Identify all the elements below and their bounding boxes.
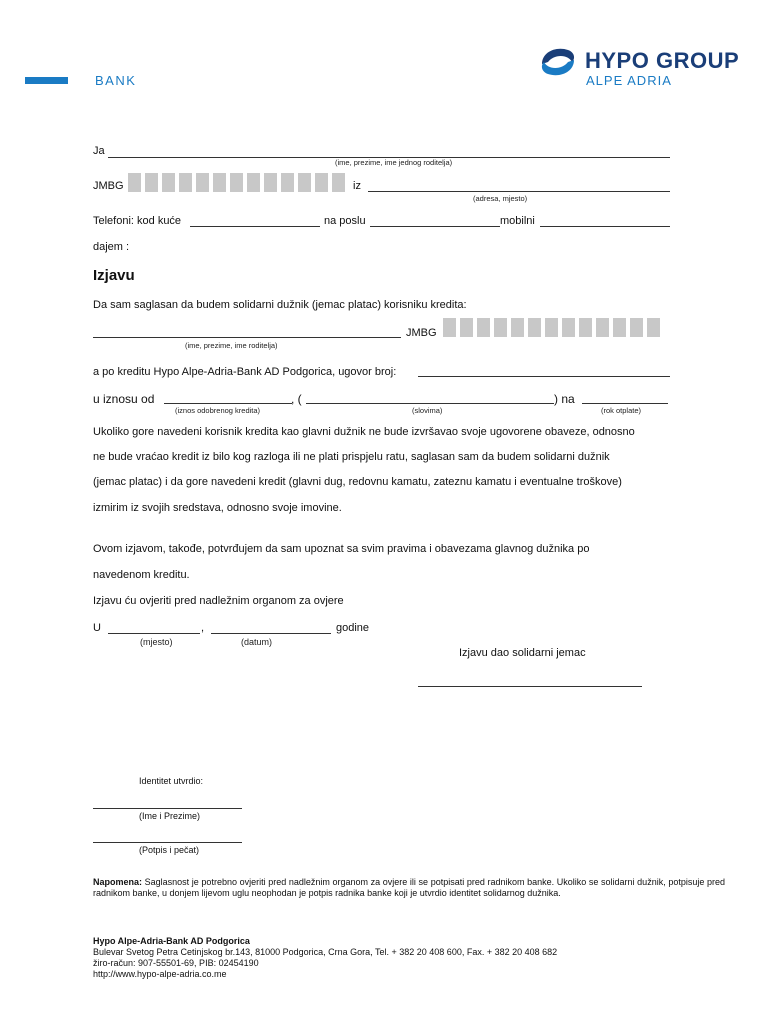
footer-account: žiro-račun: 907-55501-69, PIB: 02454190 [93, 958, 259, 968]
phone-work-label: na poslu [324, 215, 366, 227]
phone-mobile-field[interactable] [540, 226, 670, 227]
verifier-name-hint: (Ime i Prezime) [139, 811, 201, 821]
amount-label: u iznosu od [93, 392, 155, 406]
amount-hint: (iznos odobrenog kredita) [175, 406, 261, 415]
ja-hint: (ime, prezime, ime jednog roditelja) [335, 158, 453, 167]
amount-words-field[interactable] [306, 403, 554, 404]
verifier-sign-field[interactable] [93, 842, 242, 843]
identity-label: Identitet utvrdio: [139, 776, 204, 786]
logo-subtitle: ALPE ADRIA [586, 73, 672, 88]
place-hint: (mjesto) [140, 637, 173, 647]
address-field[interactable] [368, 191, 670, 192]
brand-bar [25, 77, 68, 84]
address-hint: (adresa, mjesto) [473, 194, 528, 203]
body-line: ne bude vraćao kredit iz bilo kog razloga ili ne plati prispjelu ratu, saglasan sam da budem solidarni dužnik [93, 451, 610, 463]
term-hint: (rok otplate) [601, 406, 642, 415]
amount-comma: , ( [291, 392, 302, 406]
document-heading: Izjavu [93, 267, 135, 284]
place-field[interactable] [108, 633, 200, 634]
verify-line: Izjavu ću ovjeriti pred nadležnim organom za ovjere [93, 595, 344, 607]
phone-home-field[interactable] [190, 226, 320, 227]
body-line: izmirim iz svojih sredstava, odnosno svoje imovine. [93, 502, 342, 514]
contract-number-field[interactable] [418, 376, 670, 377]
place-comma: , [201, 622, 205, 634]
hypo-logo-icon [538, 44, 578, 80]
footer-company: Hypo Alpe-Adria-Bank AD Podgorica [93, 936, 250, 946]
date-field[interactable] [211, 633, 331, 634]
phone-mobile-label: mobilni [500, 215, 535, 227]
jmbg-label: JMBG [93, 180, 124, 192]
verifier-name-field[interactable] [93, 808, 242, 809]
phone-work-field[interactable] [370, 226, 500, 227]
note-label: Napomena: [93, 877, 143, 887]
given-by-label: Izjavu dao solidarni jemac [459, 647, 586, 659]
note-text: Saglasnost je potrebno ovjeriti pred nadležnim organom za ovjere ili se potpisati pred radnikom banke. Ukoliko se solidarni dužnik, potpisuje pred radnikom banke, u donjem lijevom uglu neophodan je potpis radnika banke koji je utvrdio identitet solidarnog dužnika. [93, 877, 725, 898]
borrower-hint: (ime, prezime, ime roditelja) [185, 341, 278, 350]
note [93, 877, 725, 899]
confirm-line: navedenom kreditu. [93, 569, 190, 581]
jmbg-boxes[interactable] [128, 173, 348, 192]
dajem-label: dajem : [93, 241, 130, 253]
intro-text: Da sam saglasan da budem solidarni dužnik (jemac platac) korisniku kredita: [93, 299, 467, 311]
borrower-field[interactable] [93, 337, 401, 338]
amount-field[interactable] [164, 403, 292, 404]
confirm-line: Ovom izjavom, takođe, potvrđujem da sam upoznat sa svim pravima i obavezama glavnog dužnika po [93, 543, 590, 555]
date-hint: (datum) [241, 637, 273, 647]
footer-website[interactable]: http://www.hypo-alpe-adria.co.me [93, 969, 227, 979]
godine-label: godine [336, 622, 370, 634]
borrower-jmbg-boxes[interactable] [443, 318, 668, 337]
amount-term-label: ) na [554, 392, 575, 406]
credit-contract-label: a po kreditu Hypo Alpe-Adria-Bank AD Podgorica, ugovor broj: [93, 366, 397, 378]
term-field[interactable] [582, 403, 668, 404]
verifier-sign-hint: (Potpis i pečat) [139, 845, 200, 855]
phone-home-label: Telefoni: kod kuće [93, 215, 182, 227]
logo-title: HYPO GROUP [585, 48, 740, 73]
body-line: (jemac platac) i da gore navedeni kredit (glavni dug, redovnu kamatu, zateznu kamatu i eventualne troškove) [93, 476, 622, 488]
footer-address: Bulevar Svetog Petra Cetinjskog br.143, 81000 Podgorica, Crna Gora, Tel. + 382 20 408 600, Fax. + 382 20 408 682 [93, 947, 558, 957]
place-label: U [93, 622, 101, 634]
body-line: Ukoliko gore navedeni korisnik kredita kao glavni dužnik ne bude izvršavao svoje ugovorene obaveze, odnosno [93, 426, 635, 438]
borrower-jmbg-label: JMBG [406, 327, 437, 339]
guarantor-signature-field[interactable] [418, 686, 642, 687]
words-hint: (slovima) [412, 406, 443, 415]
ja-label: Ja [93, 145, 105, 157]
bank-label: BANK [95, 73, 137, 88]
iz-label: iz [353, 180, 361, 192]
